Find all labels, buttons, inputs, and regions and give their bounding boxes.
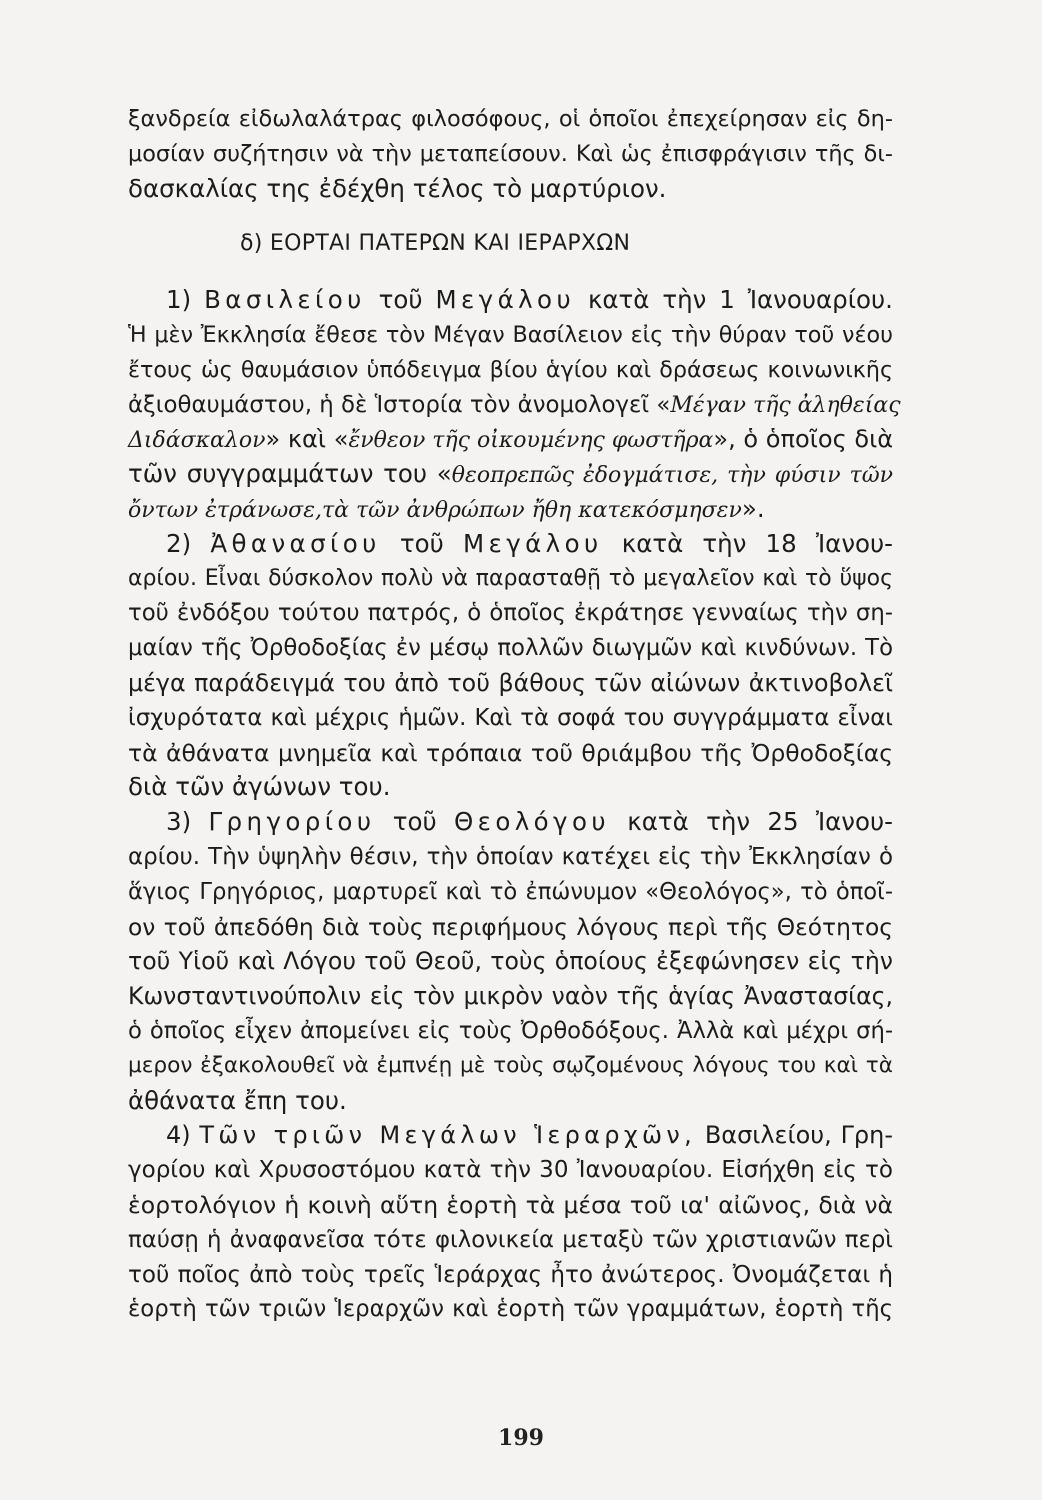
saint-name: Ἀθανασίου [210, 528, 381, 558]
text-line [128, 388, 901, 423]
text-line: ἀθάνατα ἔπη του. [128, 1085, 347, 1115]
body-text [128, 102, 901, 1327]
text-segment: ». [741, 493, 765, 523]
saint-name: Βασιλείου [204, 285, 366, 315]
text-line: μέγα παράδειγμά του ἀπὸ τοῦ βάθους τῶν αἰώνων ἀκτινοβολεῖ [128, 668, 893, 697]
text-line: ἑορτὴ τῶν τριῶν Ἱεραρχῶν καὶ ἑορτὴ τῶν γραμμάτων, ἑορτὴ τῆς [128, 1296, 893, 1323]
quotation: ἔνθεον τῆς οἰκουμένης φωστῆρα [348, 428, 714, 454]
hierarchs-name: Τῶν τριῶν Μεγάλων Ἱεραρχῶν, [199, 1121, 697, 1150]
saint-epithet: Μεγάλου [463, 528, 603, 558]
section-heading: δ) ΕΟΡΤΑΙ ΠΑΤΕΡΩΝ ΚΑΙ ΙΕΡΑΡΧΩΝ [240, 231, 631, 257]
quotation: θεοπρεπῶς ἐδογμάτισε, τὴν φύσιν τῶν [451, 463, 894, 489]
paragraph-1-title-line [128, 283, 893, 318]
item-number: 3) [166, 807, 192, 837]
text-segment: Βασιλείου, Γρη- [704, 1121, 893, 1150]
text-line: τοῦ ἐνδόξου τούτου πατρός, ὁ ὁποῖος ἐκράτησε γενναίως τὴν ση- [128, 600, 893, 627]
quotation: ὄντων ἐτράνωσε,τὰ τῶν ἀνθρώπων ἤθη κατεκόσμησεν [128, 497, 742, 523]
quotation: Μέγαν τῆς ἀληθείας [670, 392, 901, 418]
text-line: τοῦ Υἱοῦ καὶ Λόγου τοῦ Θεοῦ, τοὺς ὁποίους ἐξεφώνησεν εἰς τὴν [128, 947, 893, 976]
text-line: τὰ ἀθάνατα μνημεῖα καὶ τρόπαια τοῦ θριάμβου τῆς Ὀρθοδοξίας [128, 738, 893, 767]
text-segment: ἀξιοθαυμάστου, ἡ δὲ Ἱστορία τὸν ἀνομολογεῖ « [128, 391, 671, 418]
item-number: 4) [166, 1121, 191, 1150]
article-word: τοῦ [392, 807, 437, 837]
text-line: Κωνσταντινούπολιν εἰς τὸν μικρὸν ναὸν τῆς ἁγίας Ἀναστασίας, [128, 982, 893, 1011]
saint-epithet: Θεολόγου [453, 807, 610, 837]
text-line: ον τοῦ ἀπεδόθη διὰ τοὺς περιφήμους λόγους περὶ τῆς Θεότητος [128, 912, 893, 941]
feast-date: κατὰ τὴν 18 Ἰανου- [621, 528, 894, 558]
paragraph-4-title-line [128, 1118, 893, 1153]
text-line: ὁ ὁποῖος εἶχεν ἀπομείνει εἰς τοὺς Ὀρθοδόξους. Ἀλλὰ καὶ μέχρι σή- [128, 1017, 893, 1044]
text-line: ἔτους ὡς θαυμάσιον ὑπόδειγμα βίου ἁγίου καὶ δράσεως κοινωνικῆς [128, 356, 893, 383]
text-line: δασκαλίας της ἐδέχθη τέλος τὸ μαρτύριον. [128, 173, 667, 203]
article-word: τοῦ [399, 528, 444, 558]
item-number: 1) [166, 285, 192, 315]
quotation: Διδάσκαλον [128, 428, 266, 454]
text-line: ἅγιος Γρηγόριος, μαρτυρεῖ καὶ τὸ ἐπώνυμον «Θεολόγος», τὸ ὁποῖ- [128, 878, 893, 905]
text-line: ἑορτολόγιον ἡ κοινὴ αὕτη ἑορτὴ τὰ μέσα τοῦ ια' αἰῶνος, διὰ νὰ [128, 1190, 893, 1219]
text-line [128, 492, 893, 527]
paragraph-2-title-line [128, 527, 893, 562]
text-line: ἰσχυρότατα καὶ μέχρις ἡμῶν. Καὶ τὰ σοφά του συγγράμματα εἶναι [128, 704, 893, 731]
text-line [128, 457, 893, 492]
feast-date: κατὰ τὴν 25 Ἰανου- [627, 807, 893, 837]
text-line: παύσῃ ἡ ἀναφανεῖσα τότε φιλονικεία μεταξὺ τῶν χριστιανῶν περὶ [128, 1226, 893, 1253]
text-line: ξανδρεία εἰδωλαλάτρας φιλοσόφους, οἱ ὁποῖοι ἐπεχείρησαν εἰς δη- [128, 106, 893, 132]
text-line: γορίου καὶ Χρυσοστόμου κατὰ τὴν 30 Ἰανουαρίου. Εἰσήχθη εἰς τὸ [128, 1157, 893, 1184]
text-line: τοῦ ποῖος ἀπὸ τοὺς τρεῖς Ἱεράρχας ἦτο ἀνώτερος. Ὀνομάζεται ἡ [128, 1261, 893, 1288]
text-line [128, 422, 893, 457]
text-segment: τῶν συγγραμμάτων του « [128, 459, 452, 489]
text-line: μαίαν τῆς Ὀρθοδοξίας ἐν μέσῳ πολλῶν διωγμῶν καὶ κινδύνων. Τὸ [128, 635, 893, 662]
text-line: αρίου. Τὴν ὑψηλὴν θέσιν, τὴν ὁποίαν κατέχει εἰς τὴν Ἐκκλησίαν ὁ [128, 843, 893, 870]
text-segment: » καὶ « [265, 425, 349, 454]
text-segment: », ὁ ὁποῖος διὰ [713, 425, 894, 454]
text-line: μερον ἐξακολουθεῖ νὰ ἐμπνέῃ μὲ τοὺς σῳζομένους λόγους του καὶ τὰ [128, 1052, 893, 1078]
text-line: διὰ τῶν ἀγώνων του. [128, 772, 391, 802]
text-line: Ἡ μὲν Ἐκκλησία ἔθεσε τὸν Μέγαν Βασίλειον εἰς τὴν θύραν τοῦ νέου [128, 321, 893, 348]
saint-epithet: Μεγάλου [435, 285, 576, 315]
article-word: τοῦ [378, 285, 423, 315]
saint-name: Γρηγορίου [208, 807, 376, 837]
page-number: 199 [498, 1425, 544, 1451]
item-number: 2) [166, 528, 192, 558]
paragraph-3-title-line [128, 805, 893, 840]
feast-date: κατὰ τὴν 1 Ἰανουαρίου. [587, 285, 893, 315]
text-line: αρίου. Εἶναι δύσκολον πολὺ νὰ παρασταθῇ τὸ μεγαλεῖον καὶ τὸ ὕψος [128, 565, 893, 591]
text-line: μοσίαν συζήτησιν νὰ τὴν μεταπείσουν. Καὶ ὡς ἐπισφράγισιν τῆς δι- [128, 140, 893, 167]
